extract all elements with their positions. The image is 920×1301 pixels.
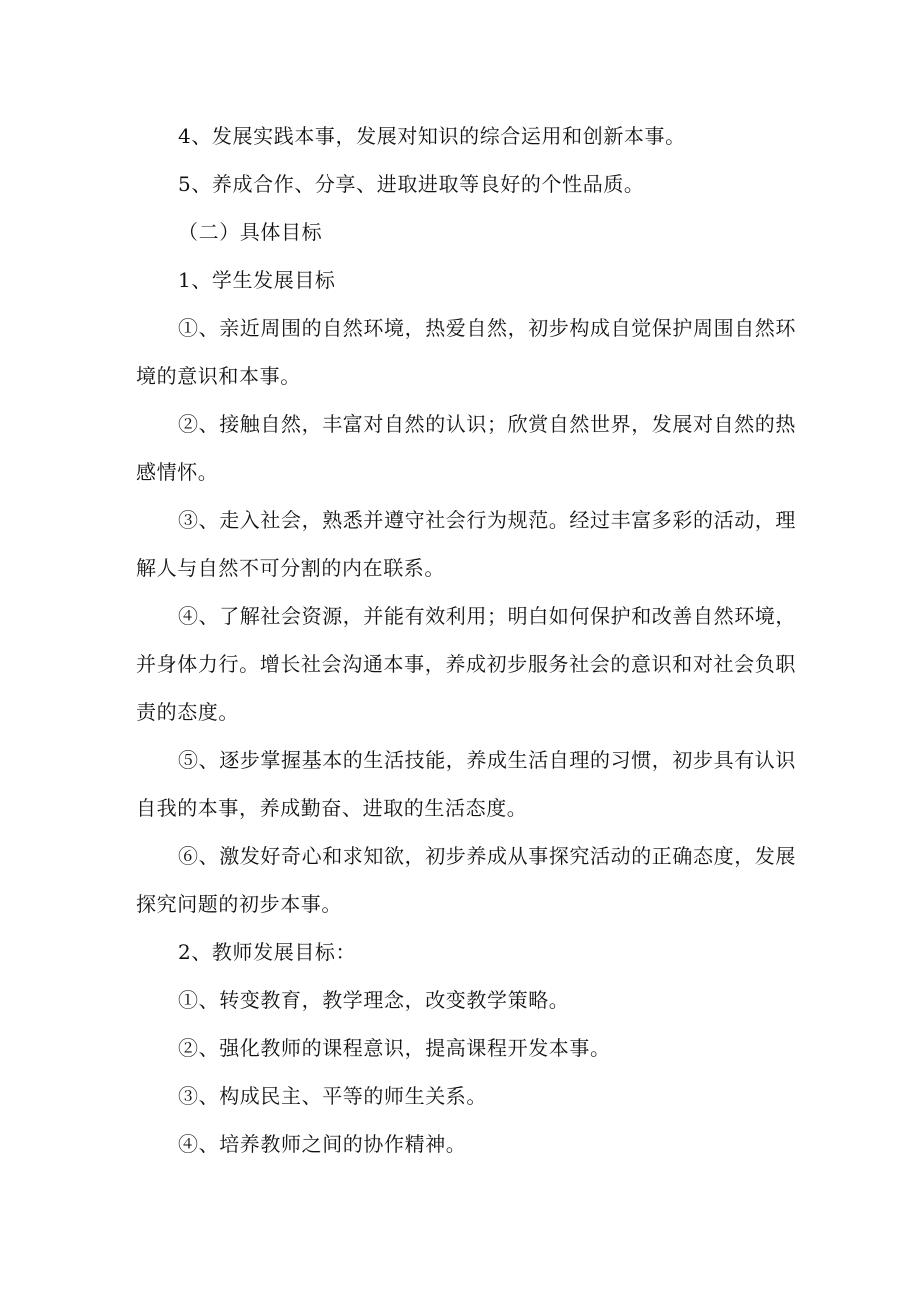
student-goal-1: ①、亲近周围的自然环境，热爱自然，初步构成自觉保护周围自然环境的意识和本事。 — [136, 316, 796, 388]
paragraph-goal-5: 5、养成合作、分享、进取进取等良好的个性品质。 — [178, 172, 645, 196]
teacher-goal-3: ③、构成民主、平等的师生关系。 — [178, 1084, 487, 1108]
student-goal-4: ④、了解社会资源，并能有效利用；明白如何保护和改善自然环境，并身体力行。增长社会沟通本事，养成初步服务社会的意识和对社会负职责的态度。 — [136, 604, 796, 724]
student-goal-3: ③、走入社会，熟悉并遵守社会行为规范。经过丰富多彩的活动，理解人与自然不可分割的内在联系。 — [136, 508, 796, 580]
section-heading-specific-goals: （二）具体目标 — [178, 220, 323, 244]
student-goal-6: ⑥、激发好奇心和求知欲，初步养成从事探究活动的正确态度，发展探究问题的初步本事。 — [136, 844, 796, 916]
student-goal-5: ⑤、逐步掌握基本的生活技能，养成生活自理的习惯，初步具有认识自我的本事，养成勤奋、进取的生活态度。 — [136, 748, 796, 820]
document-body — [136, 112, 796, 1168]
teacher-goal-4: ④、培养教师之间的协作精神。 — [178, 1132, 467, 1156]
teacher-goal-2: ②、强化教师的课程意识，提高课程开发本事。 — [178, 1036, 611, 1060]
subheading-student-goals: 1、学生发展目标 — [178, 268, 336, 292]
student-goal-2: ②、接触自然，丰富对自然的认识；欣赏自然世界，发展对自然的热感情怀。 — [136, 412, 796, 484]
subheading-teacher-goals: 2、教师发展目标： — [178, 940, 357, 964]
paragraph-goal-4: 4、发展实践本事，发展对知识的综合运用和创新本事。 — [178, 124, 686, 148]
teacher-goal-1: ①、转变教育，教学理念，改变教学策略。 — [178, 988, 570, 1012]
